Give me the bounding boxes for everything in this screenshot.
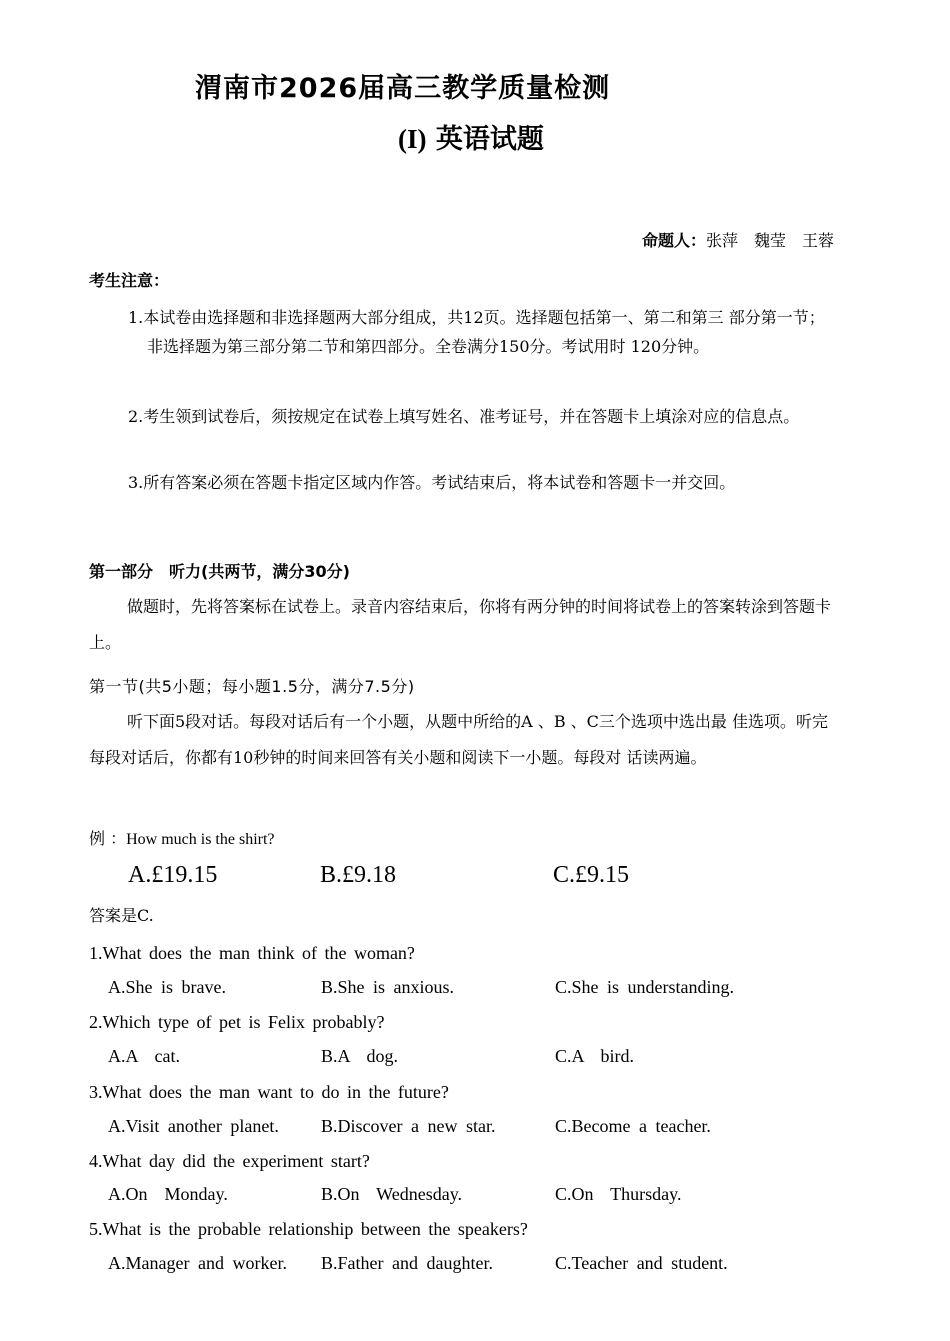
question-1: 1.What does the man think of the woman? — [89, 943, 415, 963]
notice-item-text: 考生领到试卷后，须按规定在试卷上填写姓名、准考证号，并在答题卡上填涂对应的信息点。 — [143, 407, 800, 426]
question-2-option-a: A.A cat. — [108, 1046, 180, 1066]
question-4-option-c: C.On Thursday. — [555, 1184, 682, 1204]
notice-item-text: 所有答案必须在答题卡指定区域内作答。考试结束后，将本试卷和答题卡一并交回。 — [143, 473, 736, 492]
question-4-option-b: B.On Wednesday. — [321, 1184, 463, 1204]
notice-item — [128, 303, 840, 361]
question-4-option-a: A.On Monday. — [108, 1184, 228, 1204]
exam-title: 渭南市2026届高三教学质量检测 — [195, 73, 611, 104]
example-option-a: A.£19.15 — [128, 862, 218, 888]
question-1-option-c: C.She is understanding. — [555, 977, 734, 997]
example-option-b: B.£9.18 — [320, 862, 397, 888]
notice-item-text: 本试卷由选择题和非选择题两大部分组成，共12页。选择题包括第一、第二和第三 部分第一节；非选择题为第三部分第二节和第四部分。全卷满分150分。考试用时 120分钟。 — [143, 308, 825, 356]
authors-label: 命题人： — [641, 231, 706, 250]
part1-instructions: 做题时，先将答案标在试卷上。录音内容结束后，你将有两分钟的时间将试卷上的答案转涂到答题卡上。 — [89, 597, 832, 652]
exam-subtitle — [398, 117, 544, 156]
example-question-text: How much is the shirt? — [126, 831, 275, 848]
part1-heading: 第一部分 听力(共两节，满分30分) — [89, 562, 350, 581]
subtitle-text: 英语试题 — [426, 124, 544, 155]
example-question — [89, 826, 275, 849]
question-2-option-b: B.A dog. — [321, 1046, 399, 1066]
notice-heading: 考生注意： — [89, 271, 170, 290]
question-3-option-a: A.Visit another planet. — [108, 1116, 279, 1136]
question-5-option-c: C.Teacher and student. — [555, 1253, 728, 1273]
notice-item-number: 3. — [128, 473, 144, 492]
section1-heading: 第一节(共5小题；每小题1.5分，满分7.5分) — [89, 677, 415, 696]
question-3: 3.What does the man want to do in the future? — [89, 1082, 449, 1102]
authors-names: 张萍 魏莹 王蓉 — [705, 231, 834, 250]
section1-instructions: 听下面5段对话。每段对话后有一个小题，从题中所给的A 、B 、C三个选项中选出最 佳选项。听完每段对话后，你都有10秒钟的时间来回答有关小题和阅读下一小题。每段对 话读两遍。 — [89, 712, 828, 767]
notice-item — [128, 402, 840, 431]
authors-line — [642, 228, 834, 251]
question-2: 2.Which type of pet is Felix probably? — [89, 1012, 385, 1032]
example-label: 例 ： — [89, 829, 127, 848]
example-option-c: C.£9.15 — [553, 862, 630, 888]
question-1-option-b: B.She is anxious. — [321, 977, 455, 997]
question-3-option-c: C.Become a teacher. — [555, 1116, 711, 1136]
question-5-option-b: B.Father and daughter. — [321, 1253, 493, 1273]
subtitle-roman: (I) — [398, 124, 427, 154]
question-2-option-c: C.A bird. — [555, 1046, 635, 1066]
notice-item — [128, 468, 840, 497]
notice-item-number: 2. — [128, 407, 144, 426]
question-4: 4.What day did the experiment start? — [89, 1151, 370, 1171]
example-answer: 答案是C. — [89, 906, 154, 925]
question-5-option-a: A.Manager and worker. — [108, 1253, 287, 1273]
question-3-option-b: B.Discover a new star. — [321, 1116, 496, 1136]
question-1-option-a: A.She is brave. — [108, 977, 226, 997]
question-5: 5.What is the probable relationship between the speakers? — [89, 1219, 528, 1239]
notice-item-number: 1. — [128, 308, 144, 327]
